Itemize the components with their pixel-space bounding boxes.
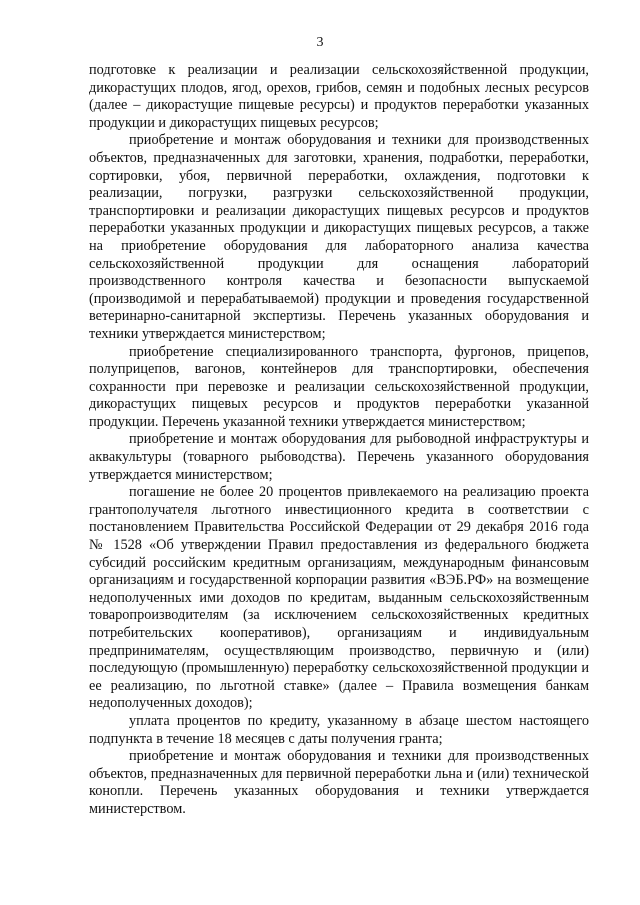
paragraph-interest-payment: уплата процентов по кредиту, указанному в абзаце шестом настоящего подпункта в течение 18 месяцев с даты получения гранта; xyxy=(89,712,589,747)
page-number: 3 xyxy=(316,35,324,50)
document-body xyxy=(89,62,589,819)
paragraph-continuation: подготовке к реализации и реализации сельскохозяйственной продукции, дикорастущих плодов, ягод, орехов, грибов, семян и подобных лесных ресурсов (далее – дикорастущие пищевые ресурсы) и продуктов переработки указанных продукции и дикорастущих пищевых ресурсов; xyxy=(89,62,589,131)
paragraph-specialized-transport: приобретение специализированного транспорта, фургонов, прицепов, полуприцепов, вагонов, контейнеров для транспортировки, обеспечения сохранности при перевозке и реализации сельскохозяйственной продукции, дикорастущих пищевых ресурсов и продуктов переработки указанной продукции. Перечень указанной техники утверждается министерством; xyxy=(89,343,589,430)
paragraph-flax-hemp-equipment: приобретение и монтаж оборудования и техники для производственных объектов, предназначенных для первичной переработки льна и (или) технической конопли. Перечень указанных оборудования и техники утверждается министерством. xyxy=(89,748,589,817)
paragraph-credit-repayment: погашение не более 20 процентов привлекаемого на реализацию проекта грантополучателя льготного инвестиционного кредита в соответствии с постановлением Правительства Российской Федерации от 29 декабря 2016 года № 1528 «Об утверждении Правил предоставления из федерального бюджета субсидий российским кредитным организациям, международным финансовым организациям и государственной корпорации развития «ВЭБ.РФ» на возмещение недополученных ими доходов по кредитам, выданным сельскохозяйственным товаропроизводителям (за исключением сельскохозяйственных кредитных потребительских кооперативов), организациям и индивидуальным предпринимателям, осуществляющим производство, первичную и (или) последующую (промышленную) переработку сельскохозяйственной продукции и ее реализацию, по льготной ставке» (далее – Правила возмещения банкам недополученных доходов); xyxy=(89,484,589,712)
paragraph-equipment-processing: приобретение и монтаж оборудования и техники для производственных объектов, предназначенных для заготовки, хранения, подработки, переработки, сортировки, убоя, первичной переработки, охлаждения, подготовки к реализации, погрузки, разгрузки сельскохозяйственной продукции, транспортировки и реализации дикорастущих пищевых ресурсов и продуктов переработки указанных продукции и дикорастущих пищевых ресурсов, а также на приобретение оборудования для лабораторного анализа качества сельскохозяйственной продукции для оснащения лабораторий производственного контроля качества и безопасности выпускаемой (производимой и перерабатываемой) продукции и проведения государственной ветеринарно-санитарной экспертизы. Перечень указанных оборудования и техники утверждается министерством; xyxy=(89,132,589,342)
paragraph-aquaculture-equipment: приобретение и монтаж оборудования для рыбоводной инфраструктуры и аквакультуры (товарного рыбоводства). Перечень указанного оборудования утверждается министерством; xyxy=(89,431,589,483)
